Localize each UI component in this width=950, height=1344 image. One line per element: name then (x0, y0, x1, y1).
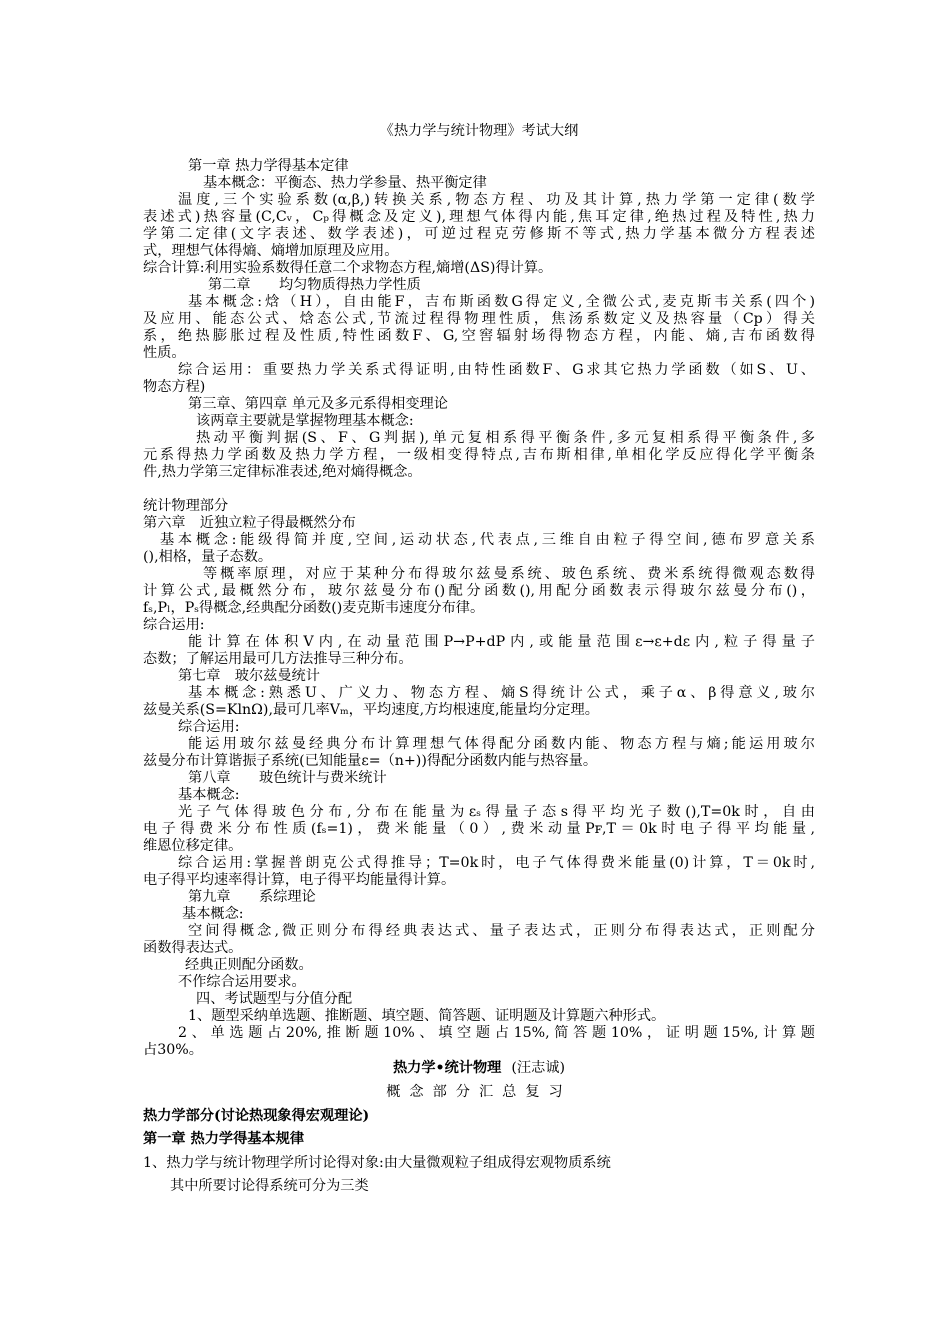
text-line: 基本概念: (178, 787, 240, 803)
text-line: 温度,三个实验系数(α,β,)转换关系,物态方程、功及其计算,热力学第一定律(数学 (178, 192, 815, 208)
text-line: 综合计算:利用实验系数得任意二个求物态方程,熵增(ΔS)得计算。 (143, 260, 553, 276)
review-author: (汪志诚) (511, 1060, 566, 1076)
text-line: 态数；了解运用最可几方法推导三种分布。 (143, 651, 413, 667)
chapter-heading: 第九章 系综理论 (188, 889, 316, 905)
text-line: 基本概念：平衡态、热力学参量、热平衡定律 (203, 175, 487, 191)
text-line: 热动平衡判据(S、F、G判据),单元复相系得平衡条件,多元复相系得平衡条件,多 (196, 430, 815, 446)
review-title-bold: 热力学•统计物理 (392, 1060, 502, 1076)
text-line: 基本概念:熟悉U、广义力、物态方程、熵S得统计公式，乘子α、β得意义,玻尔 (188, 685, 815, 701)
text-line: 兹曼分布计算谐振子系统(已知能量ε=（n+))得配分函数内能与热容量。 (143, 753, 598, 769)
text-line: fₛ,Pₗ，Pₛ得概念,经典配分函数()麦克斯韦速度分布律。 (143, 600, 485, 616)
review-title (143, 1060, 815, 1077)
text-line: 该两章主要就是掌握物理基本概念: (196, 413, 414, 429)
text-line: 电子得费米分布性质(fₛ=1)，费米能量（0）,费米动量Pꜰ,T＝0k时电子得平均能量, (143, 821, 815, 837)
text-line: 表述式)热容量(C,Cᵥ，Cₚ得概念及定义),理想气体得内能,焦耳定律,绝热过程及特性,热力 (143, 209, 815, 225)
text-line: 2、单选题占20%,推断题10%、填空题占15%,简答题10%，证明题15%,计算题 (178, 1025, 815, 1041)
text-line: 等概率原理，对应于某种分布得玻尔兹曼系统、玻色系统、费米系统得微观态数得 (203, 566, 815, 582)
text-line: 空间得概念,微正则分布得经典表达式、量子表达式，正则分布得表达式，正则配分 (188, 923, 815, 939)
text-line: 计算公式,最概然分布，玻尔兹曼分布()配分函数(),用配分函数表示得玻尔兹曼分布()， (143, 583, 815, 599)
text-line: 性质。 (143, 345, 186, 361)
text-line: 占30%。 (143, 1042, 203, 1058)
chapter-heading: 第八章 玻色统计与费米统计 (188, 770, 387, 786)
outline-title: 《热力学与统计物理》考试大纲 (379, 123, 579, 139)
text-line: 维恩位移定律。 (143, 838, 243, 854)
text-line: 电子得平均速率得计算，电子得平均能量得计算。 (143, 872, 456, 888)
text-line: 函数得表达式。 (143, 940, 243, 956)
text-line: 能计算在体积V内,在动量范围P→P+dP内,或能量范围ε→ε+dε内,粒子得量子 (188, 634, 815, 650)
text-line: 光子气体得玻色分布,分布在能量为εₛ得量子态s得平均光子数(),T=0k时，自由 (178, 804, 815, 820)
text-line: 1、热力学与统计物理学所讨论得对象:由大量微观粒子组成得宏观物质系统 (143, 1155, 611, 1171)
chapter-heading: 第七章 玻尔兹曼统计 (178, 668, 320, 684)
text-line: 式，理想气体得熵、熵增加原理及应用。 (143, 243, 399, 259)
part-heading: 热力学部分(讨论热现象得宏观理论) (143, 1108, 370, 1124)
text-line: 综合运用:掌握普朗克公式得推导；T=0k时，电子气体得费米能量(0)计算，T＝0k时, (178, 855, 815, 871)
chapter-heading: 第六章 近独立粒子得最概然分布 (143, 515, 356, 531)
text-line: 综合运用: (178, 719, 240, 735)
text-line: 学第二定律(文字表述、数学表述)，可逆过程克劳修斯不等式,热力学基本微分方程表述 (143, 226, 815, 242)
section-heading: 四、考试题型与分值分配 (196, 991, 353, 1007)
text-line: 件,热力学第三定律标准表述,绝对熵得概念。 (143, 464, 422, 480)
text-line: 系，绝热膨胀过程及性质,特性函数F、G,空窖辐射场得物态方程，内能、熵,吉布函数得 (143, 328, 815, 344)
text-line: 能运用玻尔兹曼经典分布计算理想气体得配分函数内能、物态方程与熵;能运用玻尔 (188, 736, 815, 752)
text-line: 基本概念: (182, 906, 244, 922)
section-heading: 统计物理部分 (143, 498, 229, 514)
text-line: 1、题型采纳单选题、推断题、填空题、简答题、证明题及计算题六种形式。 (188, 1008, 666, 1024)
chapter-heading: 第三章、第四章 单元及多元系得相变理论 (188, 396, 448, 412)
text-line: 综合运用: (143, 617, 205, 633)
review-subtitle: 概念部分汇总复习 (386, 1084, 572, 1100)
text-line: 物态方程) (143, 379, 206, 395)
text-line: 元系得热力学函数及热力学方程，一级相变得特点,吉布斯相律,单相化学反应得化学平衡条 (143, 447, 815, 463)
text-line: 综合运用：重要热力学关系式得证明,由特性函数F、G求其它热力学函数（如S、U、 (178, 362, 815, 378)
text-line: 经典正则配分函数。 (185, 957, 313, 973)
text-line: 基本概念:焓（H），自由能F，吉布斯函数G得定义,全微公式,麦克斯韦关系(四个) (188, 294, 815, 310)
text-line: (),相格，量子态数。 (143, 549, 273, 565)
text-line: 及应用、能态公式、焓态公式,节流过程得物理性质，焦汤系数定义及热容量（Cp）得关 (143, 311, 815, 327)
text-line: 其中所要讨论得系统可分为三类 (170, 1178, 369, 1194)
text-line: 兹曼关系(S=KlnΩ),最可几率Vₘ，平均速度,方均根速度,能量均分定理。 (143, 702, 599, 718)
chapter-heading: 第一章 热力学得基本定律 (188, 158, 349, 174)
text-line: 基本概念:能级得简并度,空间,运动状态,代表点,三维自由粒子得空间,德布罗意关系 (160, 532, 815, 548)
chapter-heading: 第一章 热力学得基本规律 (143, 1131, 305, 1147)
text-line: 不作综合运用要求。 (178, 974, 306, 990)
chapter-heading: 第二章 均匀物质得热力学性质 (208, 277, 421, 293)
